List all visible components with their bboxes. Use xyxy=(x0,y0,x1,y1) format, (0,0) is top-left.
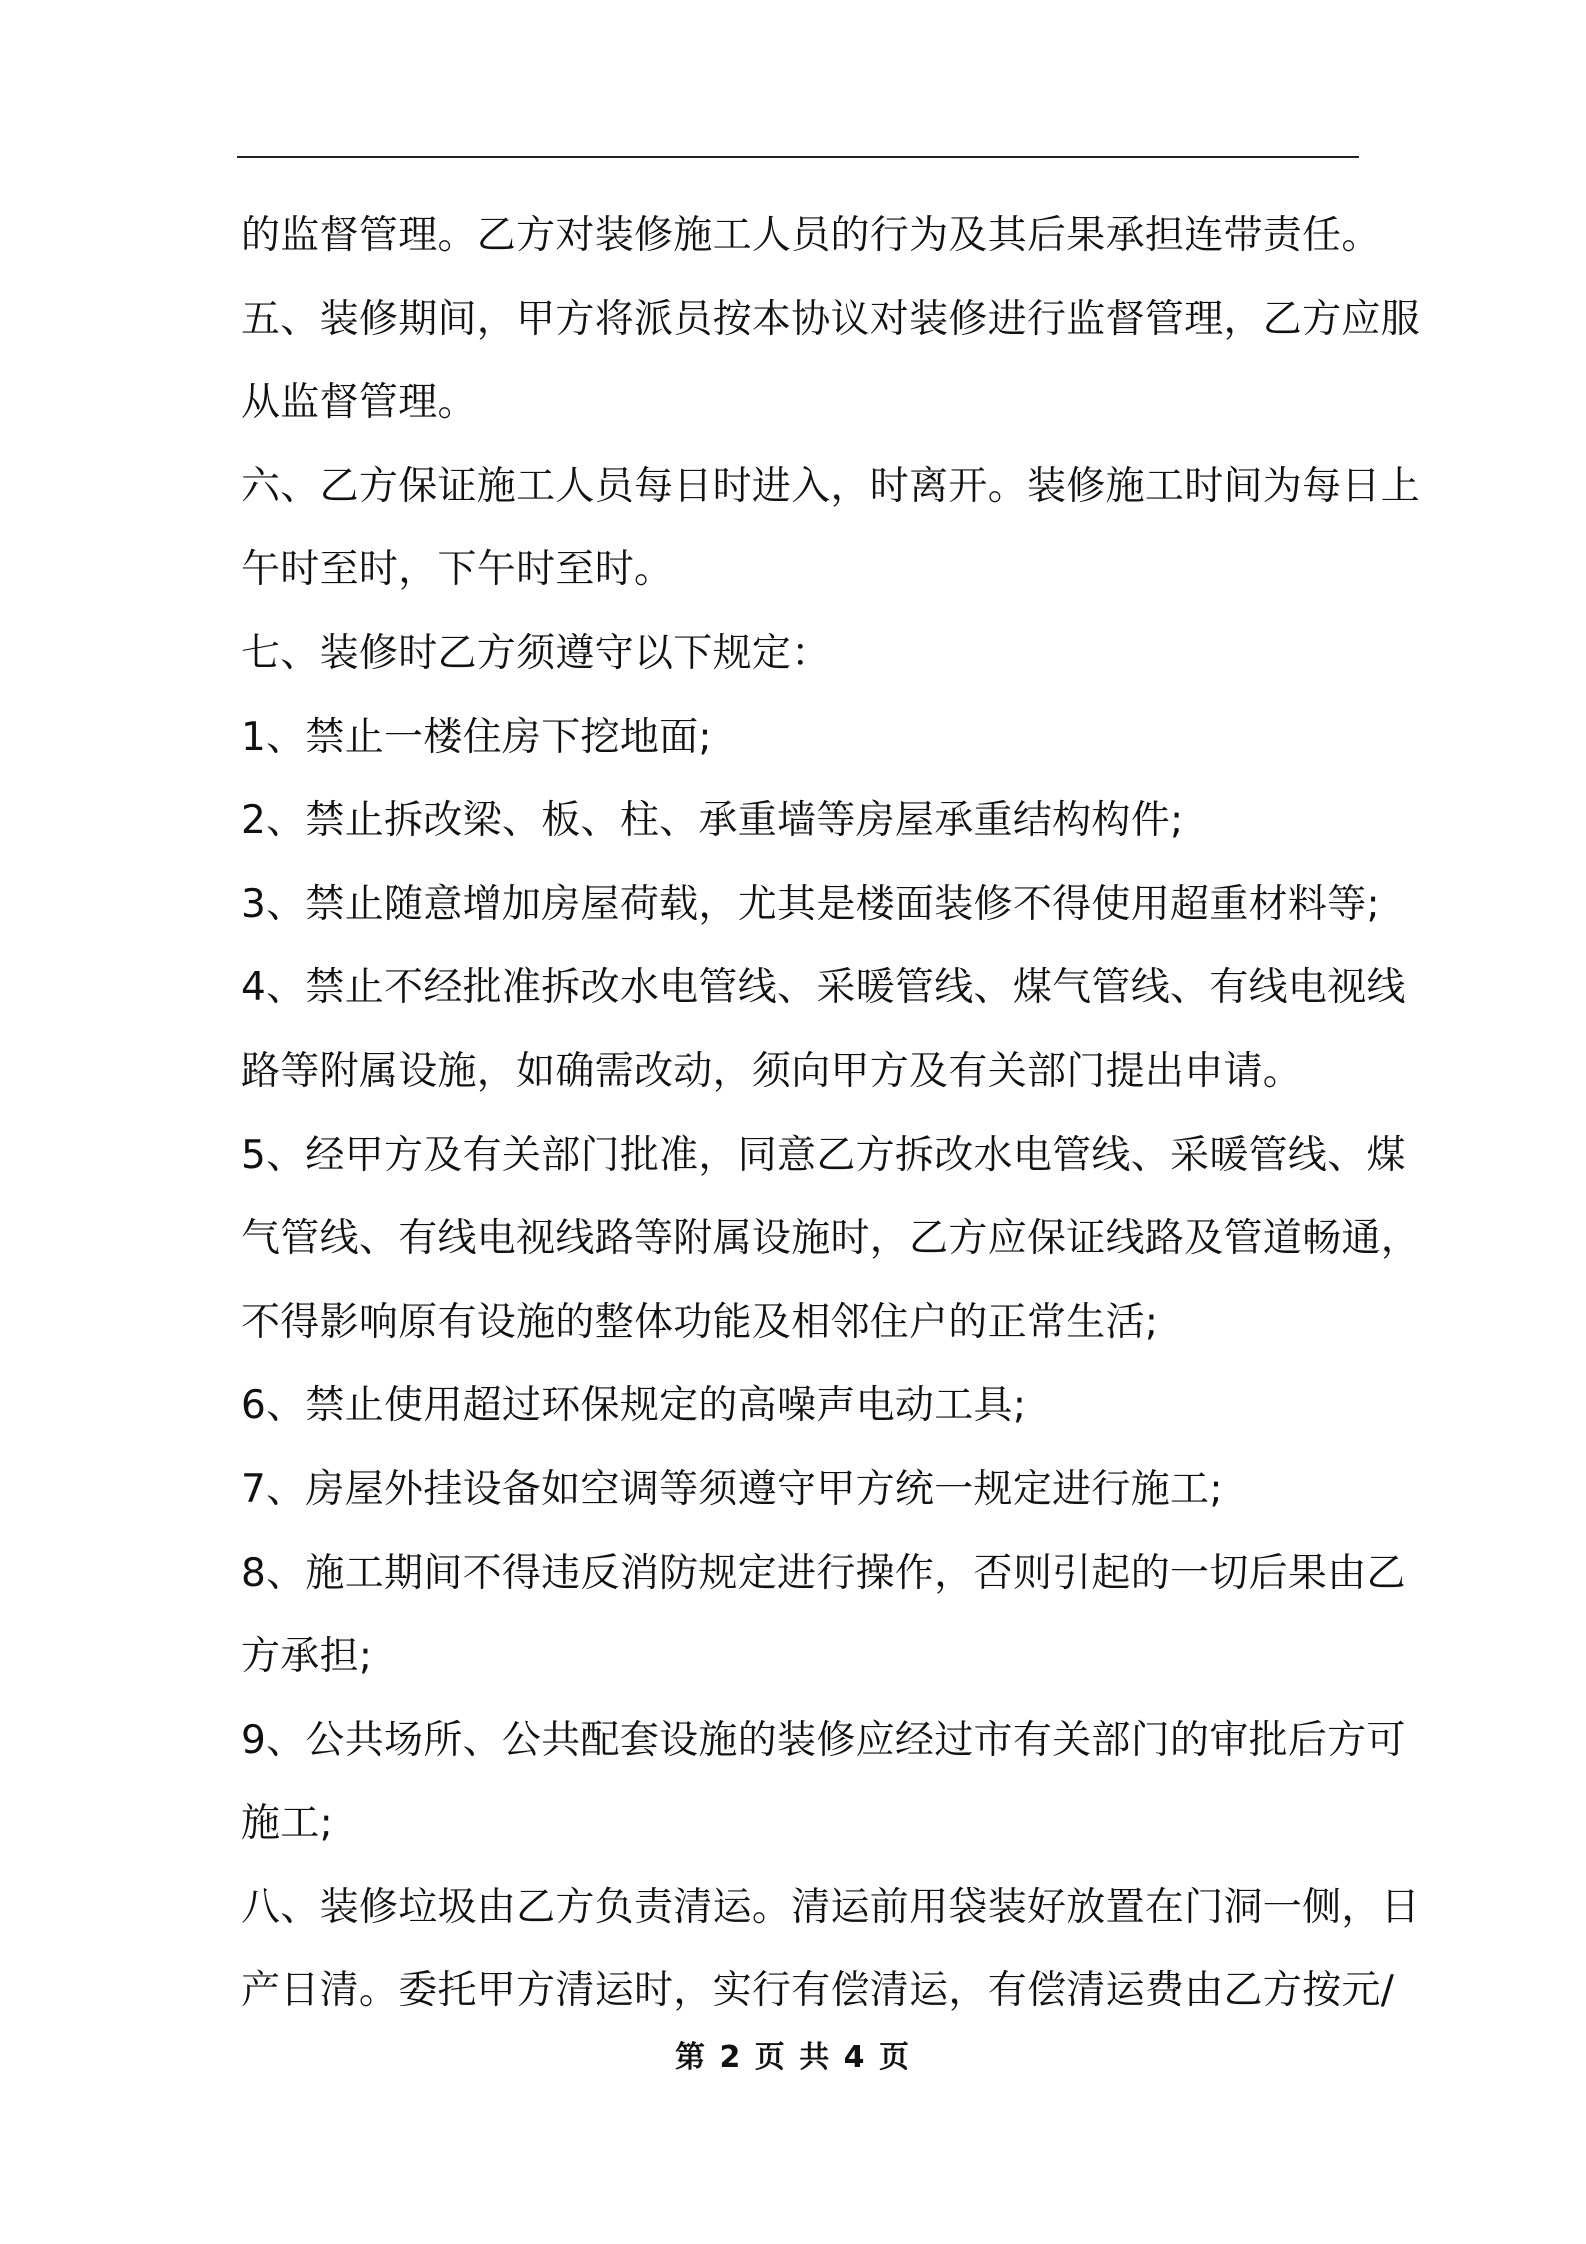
header-rule xyxy=(237,156,1359,158)
text-line: 3、禁止随意增加房屋荷载，尤其是楼面装修不得使用超重材料等; xyxy=(241,881,1380,927)
text-line: 八、装修垃圾由乙方负责清运。清运前用袋装好放置在门洞一侧，日 xyxy=(241,1884,1421,1930)
text-line: 7、房屋外挂设备如空调等须遵守甲方统一规定进行施工; xyxy=(241,1466,1223,1512)
text-line: 五、装修期间，甲方将派员按本协议对装修进行监督管理，乙方应服 xyxy=(241,296,1421,342)
text-line: 不得影响原有设施的整体功能及相邻住户的正常生活; xyxy=(241,1299,1159,1345)
text-line: 的监督管理。乙方对装修施工人员的行为及其后果承担连带责任。 xyxy=(241,213,1381,258)
text-line: 午时至时，下午时至时。 xyxy=(241,547,674,593)
text-line: 六、乙方保证施工人员每日时进入，时离开。装修施工时间为每日上 xyxy=(241,463,1421,509)
text-line: 从监督管理。 xyxy=(241,380,477,426)
text-line: 路等附属设施，如确需改动，须向甲方及有关部门提出申请。 xyxy=(241,1048,1303,1094)
text-line: 产日清。委托甲方清运时，实行有偿清运，有偿清运费由乙方按元/ xyxy=(241,1968,1395,2014)
document-body xyxy=(241,194,1421,2033)
text-line: 七、装修时乙方须遵守以下规定： xyxy=(241,630,831,676)
page-number: 第 2 页 共 4 页 xyxy=(675,2040,911,2075)
text-line: 5、经甲方及有关部门批准，同意乙方拆改水电管线、采暖管线、煤 xyxy=(241,1132,1406,1178)
text-line: 2、禁止拆改梁、板、柱、承重墙等房屋承重结构构件; xyxy=(241,798,1184,844)
text-line: 施工; xyxy=(241,1801,334,1847)
text-line: 4、禁止不经批准拆改水电管线、采暖管线、煤气管线、有线电视线 xyxy=(241,965,1406,1011)
text-line: 1、禁止一楼住房下挖地面; xyxy=(241,714,712,760)
text-line: 气管线、有线电视线路等附属设施时，乙方应保证线路及管道畅通， xyxy=(241,1216,1421,1262)
text-line: 方承担; xyxy=(241,1634,373,1680)
text-line: 8、施工期间不得违反消防规定进行操作，否则引起的一切后果由乙 xyxy=(241,1550,1406,1596)
text-line: 9、公共场所、公共配套设施的装修应经过市有关部门的审批后方可 xyxy=(241,1717,1406,1763)
text-line: 6、禁止使用超过环保规定的高噪声电动工具; xyxy=(241,1383,1027,1429)
